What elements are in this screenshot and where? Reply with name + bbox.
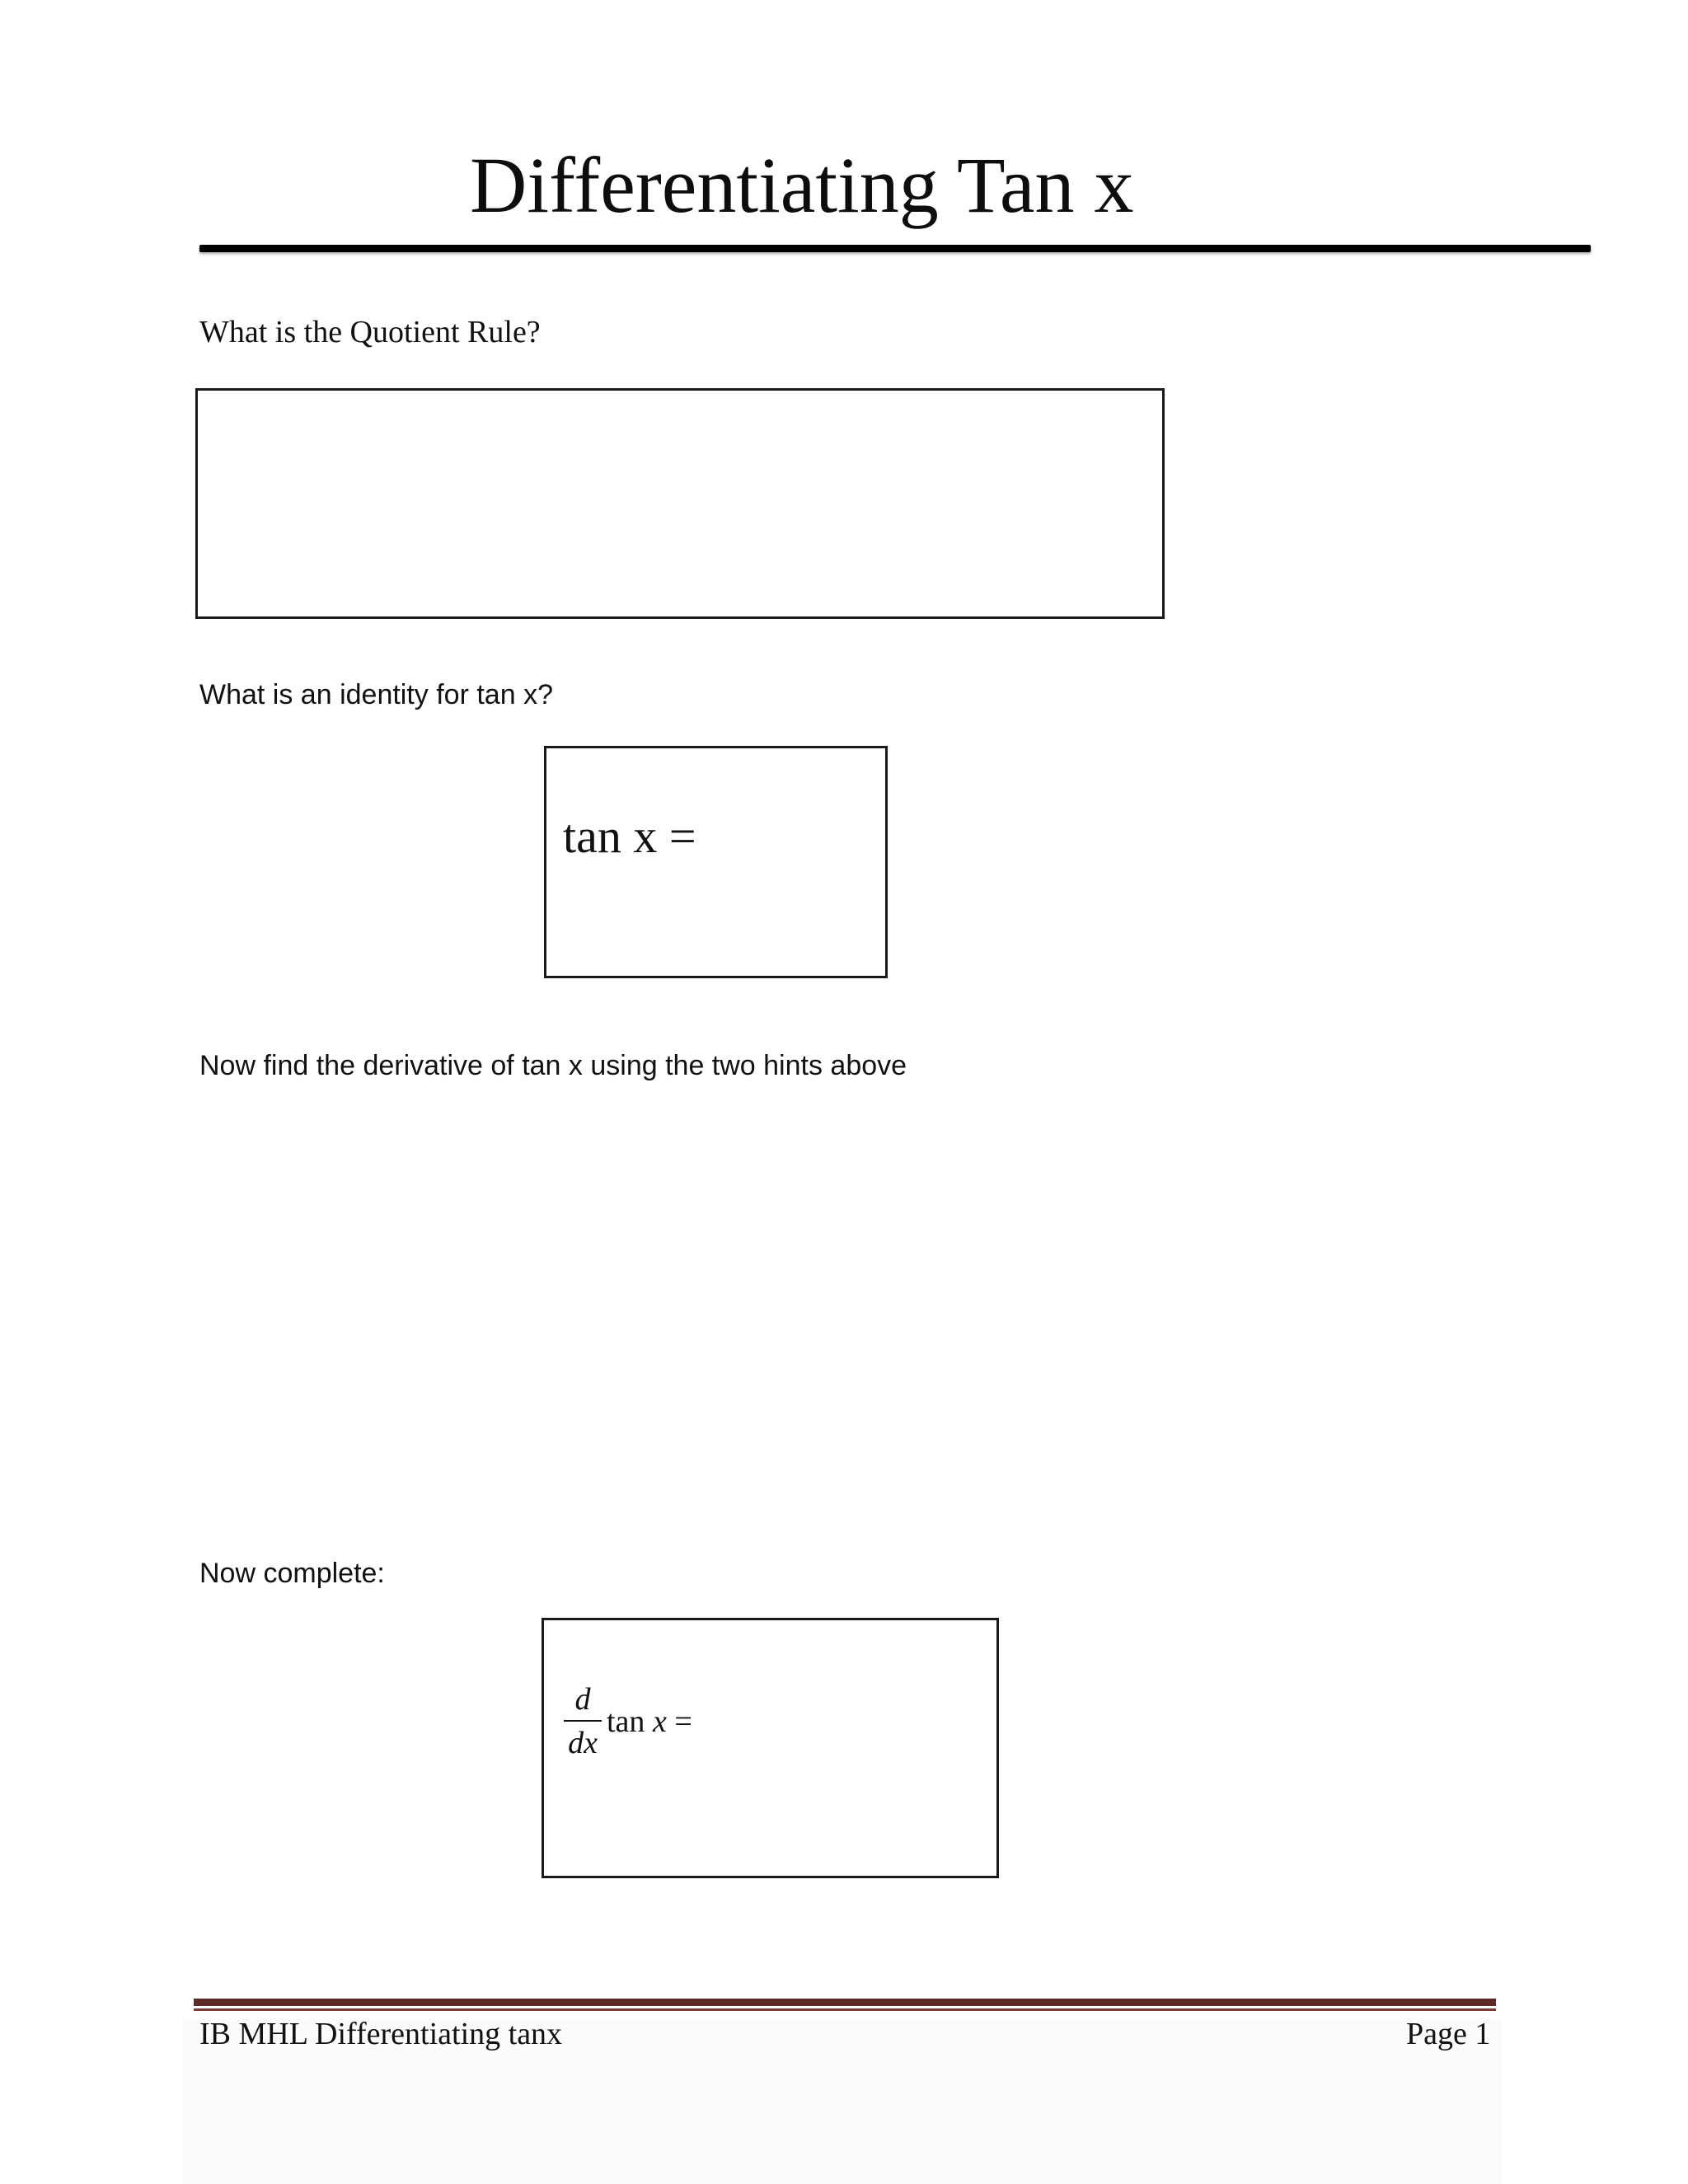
question-quotient-rule: What is the Quotient Rule? — [199, 315, 541, 349]
footer-document-name: IB MHL Differentiating tanx — [199, 2017, 563, 2051]
question-tan-identity: What is an identity for tan x? — [199, 679, 553, 710]
footer-page-number: Page 1 — [1406, 2017, 1491, 2051]
derivative-operator — [564, 1681, 602, 1761]
fraction-numerator: d — [574, 1682, 591, 1717]
derivative-expression — [607, 1704, 692, 1740]
page-title: Differentiating Tan x — [470, 141, 1134, 229]
question-complete: Now complete: — [199, 1558, 385, 1589]
question-find-derivative: Now find the derivative of tan x using the two hints above — [199, 1050, 907, 1081]
answer-box-tan-identity[interactable] — [544, 746, 888, 978]
answer-box-quotient-rule[interactable] — [195, 388, 1165, 619]
equals-sign: = — [674, 1704, 692, 1739]
fraction-bar — [564, 1720, 602, 1722]
tan-identity-label: tan x = — [563, 809, 696, 863]
working-space[interactable] — [199, 1096, 1518, 1541]
function-variable: x — [652, 1704, 667, 1739]
title-underline — [199, 245, 1591, 252]
function-name: tan — [607, 1704, 645, 1739]
answer-box-derivative[interactable] — [542, 1618, 999, 1878]
footer-rule-thin — [194, 2008, 1496, 2011]
fraction-denominator: dx — [568, 1726, 598, 1760]
footer-rule — [194, 1999, 1496, 2006]
